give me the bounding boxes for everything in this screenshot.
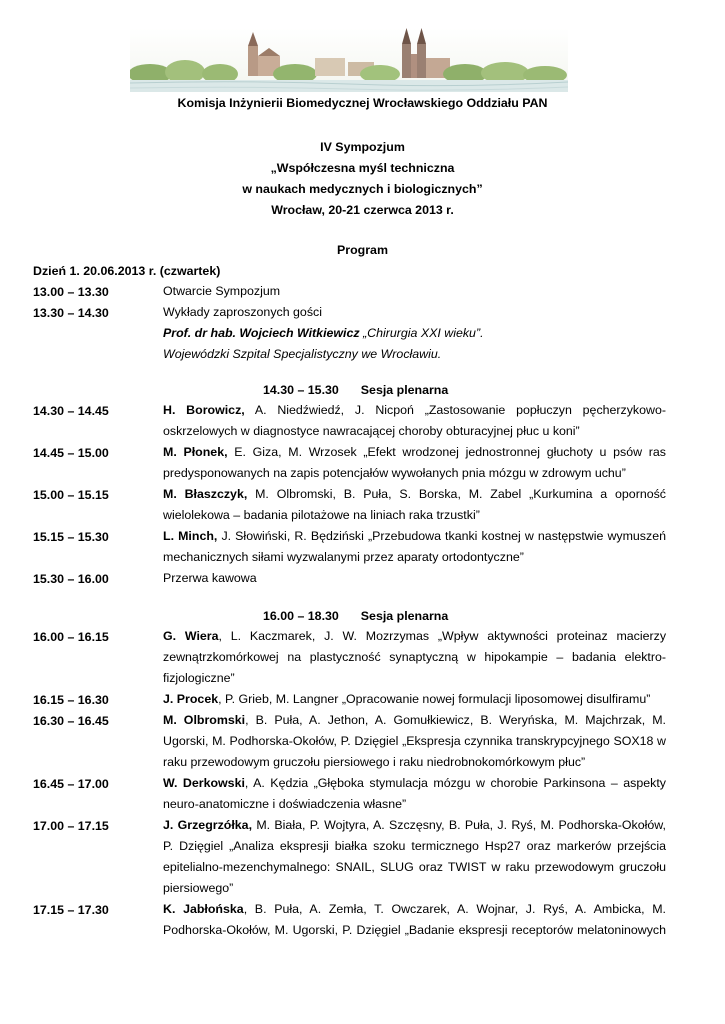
talk-entry	[163, 526, 666, 568]
talk-entry	[163, 815, 666, 899]
session1-time: 14.30 – 15.30	[263, 383, 339, 397]
session2-time: 16.00 – 18.30	[263, 609, 339, 623]
talk-presenter: K. Jabłońska	[163, 902, 244, 916]
talk-entry	[163, 626, 666, 689]
talk-entry	[163, 442, 666, 484]
talk-presenter: L. Minch,	[163, 529, 218, 543]
invited-lectures-label: Wykłady zaproszonych gości	[163, 305, 322, 319]
city-panorama-banner	[130, 28, 568, 92]
talk-details: , B. Puła, A. Zemła, T. Owczarek, A. Wojnar, J. Ryś, A. Ambicka, M. Podhorska-Okołów, M. Ugorski, P. Dzięgiel „Badanie ekspresji receptorów melatoninowych	[163, 902, 666, 937]
talk-presenter: M. Błaszczyk,	[163, 487, 248, 501]
talk-time: 15.15 – 15.30	[33, 530, 109, 544]
talk-time: 17.00 – 17.15	[33, 819, 109, 833]
talk-details: M. Biała, P. Wojtyra, A. Szczęsny, B. Puła, J. Ryś, M. Podhorska-Okołów, P. Dzięgiel „Analiza ekspresji białka szoku termicznego Hsp27 oraz markerów przejścia epitelialno-mezenchymalnego: SNAIL, SLUG oraz TWIST w raku przewodowym gruczołu piersiowego”	[163, 818, 666, 895]
symposium-title-line2: w naukach medycznych i biologicznych”	[242, 182, 483, 196]
invited-speaker: Prof. dr hab. Wojciech Witkiewicz	[163, 326, 360, 340]
talk-details: , A. Kędzia „Głęboka stymulacja mózgu w chorobie Parkinsona – aspekty neuro-anatomiczne i doświadczenia własne”	[163, 776, 666, 811]
talk-details: , B. Puła, A. Jethon, A. Gomułkiewicz, B. Weryńska, M. Majchrzak, M. Ugorski, M. Podhorska-Okołów, P. Dzięgiel „Ekspresja czynnika transkrypcyjnego SOX18 w raku przewodowym gruczołu piersiowego i raku niedrobnokomórkowym płuc”	[163, 713, 666, 769]
talk-presenter: G. Wiera	[163, 629, 219, 643]
talk-details: M. Olbromski, B. Puła, S. Borska, M. Zabel „Kurkumina a oporność wielolekowa – badania pilotażowe na liniach raka trzustki”	[163, 487, 666, 522]
talk-details: , L. Kaczmarek, J. W. Mozrzymas „Wpływ aktywności proteinaz macierzy zewnątrzkomórkowej na plastyczność synaptyczną w hipokampie – badania elektro-fizjologiczne”	[163, 629, 667, 685]
symposium-title-line1: „Współczesna myśl techniczna	[270, 161, 455, 175]
opening-text: Otwarcie Sympozjum	[163, 284, 281, 298]
talk-time: 16.15 – 16.30	[33, 693, 109, 707]
organization-name: Komisja Inżynierii Biomedycznej Wrocławskiego Oddziału PAN	[177, 96, 548, 110]
session1-label: Sesja plenarna	[360, 383, 449, 397]
talk-time: 15.00 – 15.15	[33, 488, 109, 502]
talk-time: 17.15 – 17.30	[33, 903, 109, 917]
symposium-number: IV Sympozjum	[320, 140, 405, 154]
talk-entry	[163, 710, 666, 773]
talk-time: 16.00 – 16.15	[33, 630, 109, 644]
session2-label: Sesja plenarna	[360, 609, 449, 623]
invited-affiliation: Wojewódzki Szpital Specjalistyczny we Wrocławiu.	[163, 347, 442, 361]
invited-lectures-time: 13.30 – 14.30	[33, 306, 109, 320]
coffee-break-time: 15.30 – 16.00	[33, 572, 109, 586]
opening-time: 13.00 – 13.30	[33, 285, 109, 299]
talk-entry	[163, 689, 666, 710]
session1-header	[263, 383, 448, 397]
invited-lectures	[163, 302, 666, 365]
day1-label: Dzień 1. 20.06.2013 r. (czwartek)	[33, 264, 221, 278]
symposium-place-date: Wrocław, 20-21 czerwca 2013 r.	[271, 203, 454, 217]
program-heading: Program	[337, 243, 388, 257]
talk-time: 16.45 – 17.00	[33, 777, 109, 791]
talk-presenter: J. Procek	[163, 692, 219, 706]
talk-presenter: M. Olbromski	[163, 713, 246, 727]
talk-entry	[163, 773, 666, 815]
talk-details: J. Słowiński, R. Będziński „Przebudowa tkanki kostnej w następstwie wymuszeń mechanicznych siłami wyzwalanymi przez aparaty ortodontyczne”	[163, 529, 666, 564]
talk-time: 16.30 – 16.45	[33, 714, 109, 728]
talk-presenter: M. Płonek,	[163, 445, 228, 459]
talk-details: A. Niedźwiedź, J. Nicpoń „Zastosowanie popłuczyn pęcherzykowo-oskrzelowych w diagnostyce nawracającej choroby obturacyjnej płuc u koni”	[163, 403, 666, 438]
invited-talk-title: „Chirurgia XXI wieku”.	[359, 326, 484, 340]
session2-header	[263, 609, 448, 623]
talk-time: 14.45 – 15.00	[33, 446, 109, 460]
talk-details: , P. Grieb, M. Langner „Opracowanie nowej formulacji liposomowej disulfiramu”	[218, 692, 651, 706]
coffee-break: Przerwa kawowa	[163, 571, 257, 585]
talk-time: 14.30 – 14.45	[33, 404, 109, 418]
invited-lecture	[163, 323, 666, 344]
talk-presenter: W. Derkowski	[163, 776, 245, 790]
talk-presenter: J. Grzegrzółka,	[163, 818, 253, 832]
talk-entry	[163, 484, 666, 526]
talk-entry	[163, 899, 666, 941]
talk-presenter: H. Borowicz,	[163, 403, 245, 417]
talk-details: E. Giza, M. Wrzosek „Efekt wrodzonej jednostronnej głuchoty u psów ras predysponowanych na zapis potencjałów wywołanych pnia mózgu w zdrowym uchu”	[163, 445, 666, 480]
talk-entry	[163, 400, 666, 442]
